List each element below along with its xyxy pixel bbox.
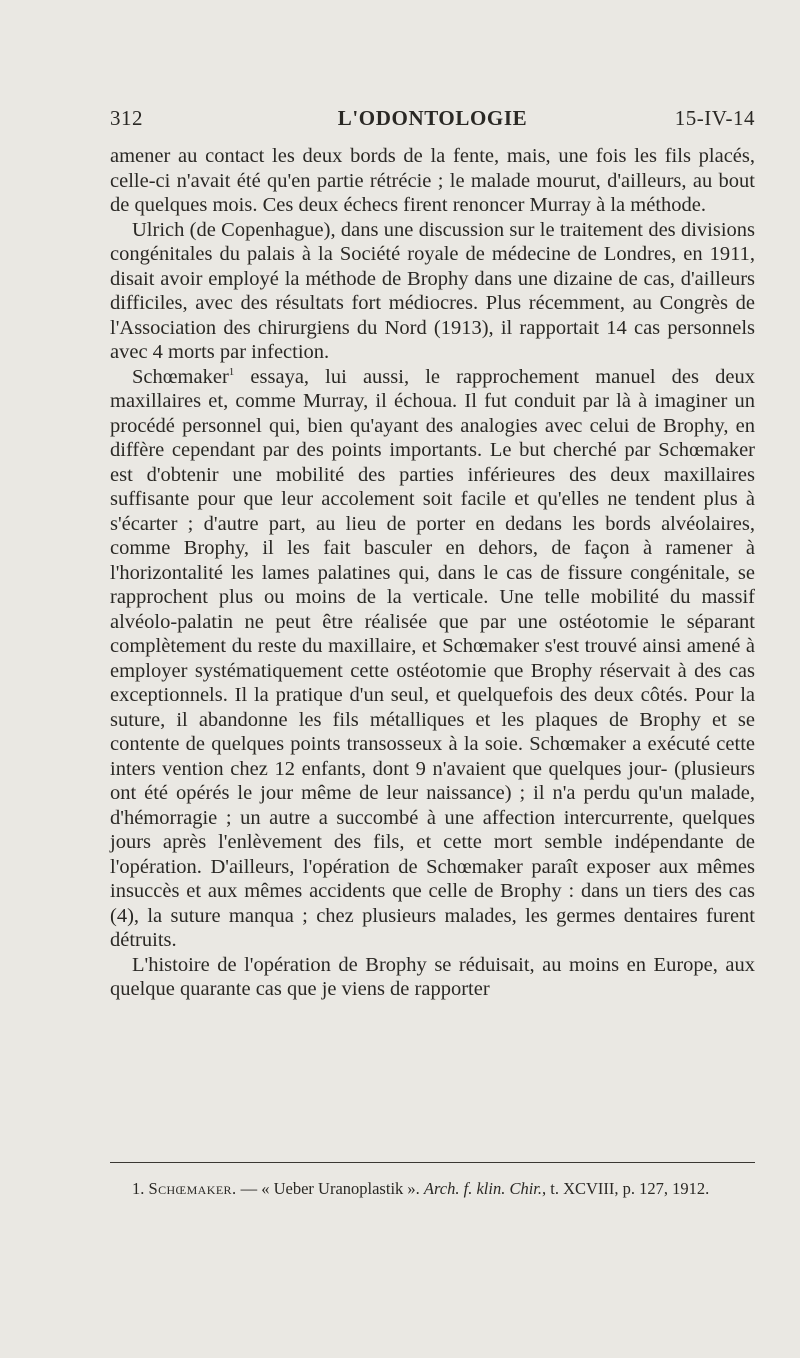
footnote-journal: Arch. f. klin. Chir. <box>423 1179 543 1198</box>
running-header <box>110 106 755 136</box>
issue-date: 15-IV-14 <box>674 106 755 130</box>
paragraph-history: L'histoire de l'opération de Brophy se réduisait, au moins en Europe, aux quelque quarante cas que je viens de rapporter <box>110 953 755 1000</box>
paragraph-schoemaker <box>110 365 755 953</box>
footnote-dash: — <box>236 1179 262 1198</box>
running-title: L'ODONTOLOGIE <box>337 106 528 130</box>
paragraph-schoemaker-rest: essaya, lui aussi, le rapprochement manuel des deux maxillaires et, comme Murray, il échoua. Il fut conduit par là à imaginer un procédé personnel qui, bien qu'ayant des analogies avec celui de Brophy, en diffère cependant par des points importants. Le but cherché par Schœmaker est d'obtenir une mobilité des parties inférieures des deux maxillaires suffisante pour que leur accolement soit facile et qu'elles ne tendent plus à s'écarter ; d'autre part, au lieu de porter en dedans les bords alvéolaires, comme Brophy, il les fait basculer en dehors, de façon à ramener à l'horizontalité les lames palatines qui, dans le cas de fissure congénitale, se rapprochent plus ou moins de la verticale. Une telle mobilité du massif alvéolo-palatin ne peut être réalisée que par une ostéotomie le séparant complètement du reste du maxillaire, et Schœmaker s'est trouvé ainsi amené à employer systématiquement cette ostéotomie que Brophy réservait à des cas exceptionnels. Il la pratique d'un seul, et quelquefois des deux côtés. Pour la suture, il abandonne les fils métalliques et les plaques de Brophy et se contente de quelques points transosseux à la soie. Schœmaker a exécuté cette inters vention chez 12 enfants, dont 9 n'avaient que quelques jour- (plusieurs ont été opérés le jour même de leur naissance) ; il n'a perdu qu'un malade, d'hémorragie ; un autre a succombé à une affection intercurrente, quelques jours après l'enlèvement des fils, et cette mort semble indépendante de l'opération. D'ailleurs, l'opération de Schœmaker paraît exposer aux mêmes insuccès et aux mêmes accidents que celle de Brophy : dans un tiers des cas (4), la suture manqua ; chez plusieurs malades, les germes dentaires furent détruits. <box>110 365 755 951</box>
paragraph-schoemaker-start: Schœmaker <box>132 365 229 388</box>
footnote-divider <box>110 1162 755 1163</box>
footnote-number: 1. <box>132 1179 145 1198</box>
paragraph-continuation: amener au contact les deux bords de la fente, mais, une fois les fils placés, celle-ci n'avait été qu'en partie rétrécie ; le malade mourut, d'ailleurs, au bout de quelques mois. Ces deux échecs firent renoncer Murray à la méthode. <box>110 145 755 216</box>
footnote <box>110 1178 755 1200</box>
footnote-reference: 1 <box>228 365 235 378</box>
page-number: 312 <box>110 106 143 130</box>
paragraph-ulrich: Ulrich (de Copenhague), dans une discussion sur le traitement des divisions congénitales du palais à la Société royale de médecine de Londres, en 1911, disait avoir employé la méthode de Brophy dans une dizaine de cas, d'ailleurs difficiles, avec des résultats fort médiocres. Plus récemment, au Congrès de l'Association des chirurgiens du Nord (1913), il rapportait 14 cas personnels avec 4 morts par infection. <box>110 218 755 363</box>
footnote-title: « Ueber Uranoplastik ». <box>261 1179 424 1198</box>
footnote-author: Schœmaker. <box>148 1179 237 1198</box>
footnote-details: , t. XCVIII, p. 127, 1912. <box>542 1179 710 1198</box>
body-text <box>110 144 755 1002</box>
